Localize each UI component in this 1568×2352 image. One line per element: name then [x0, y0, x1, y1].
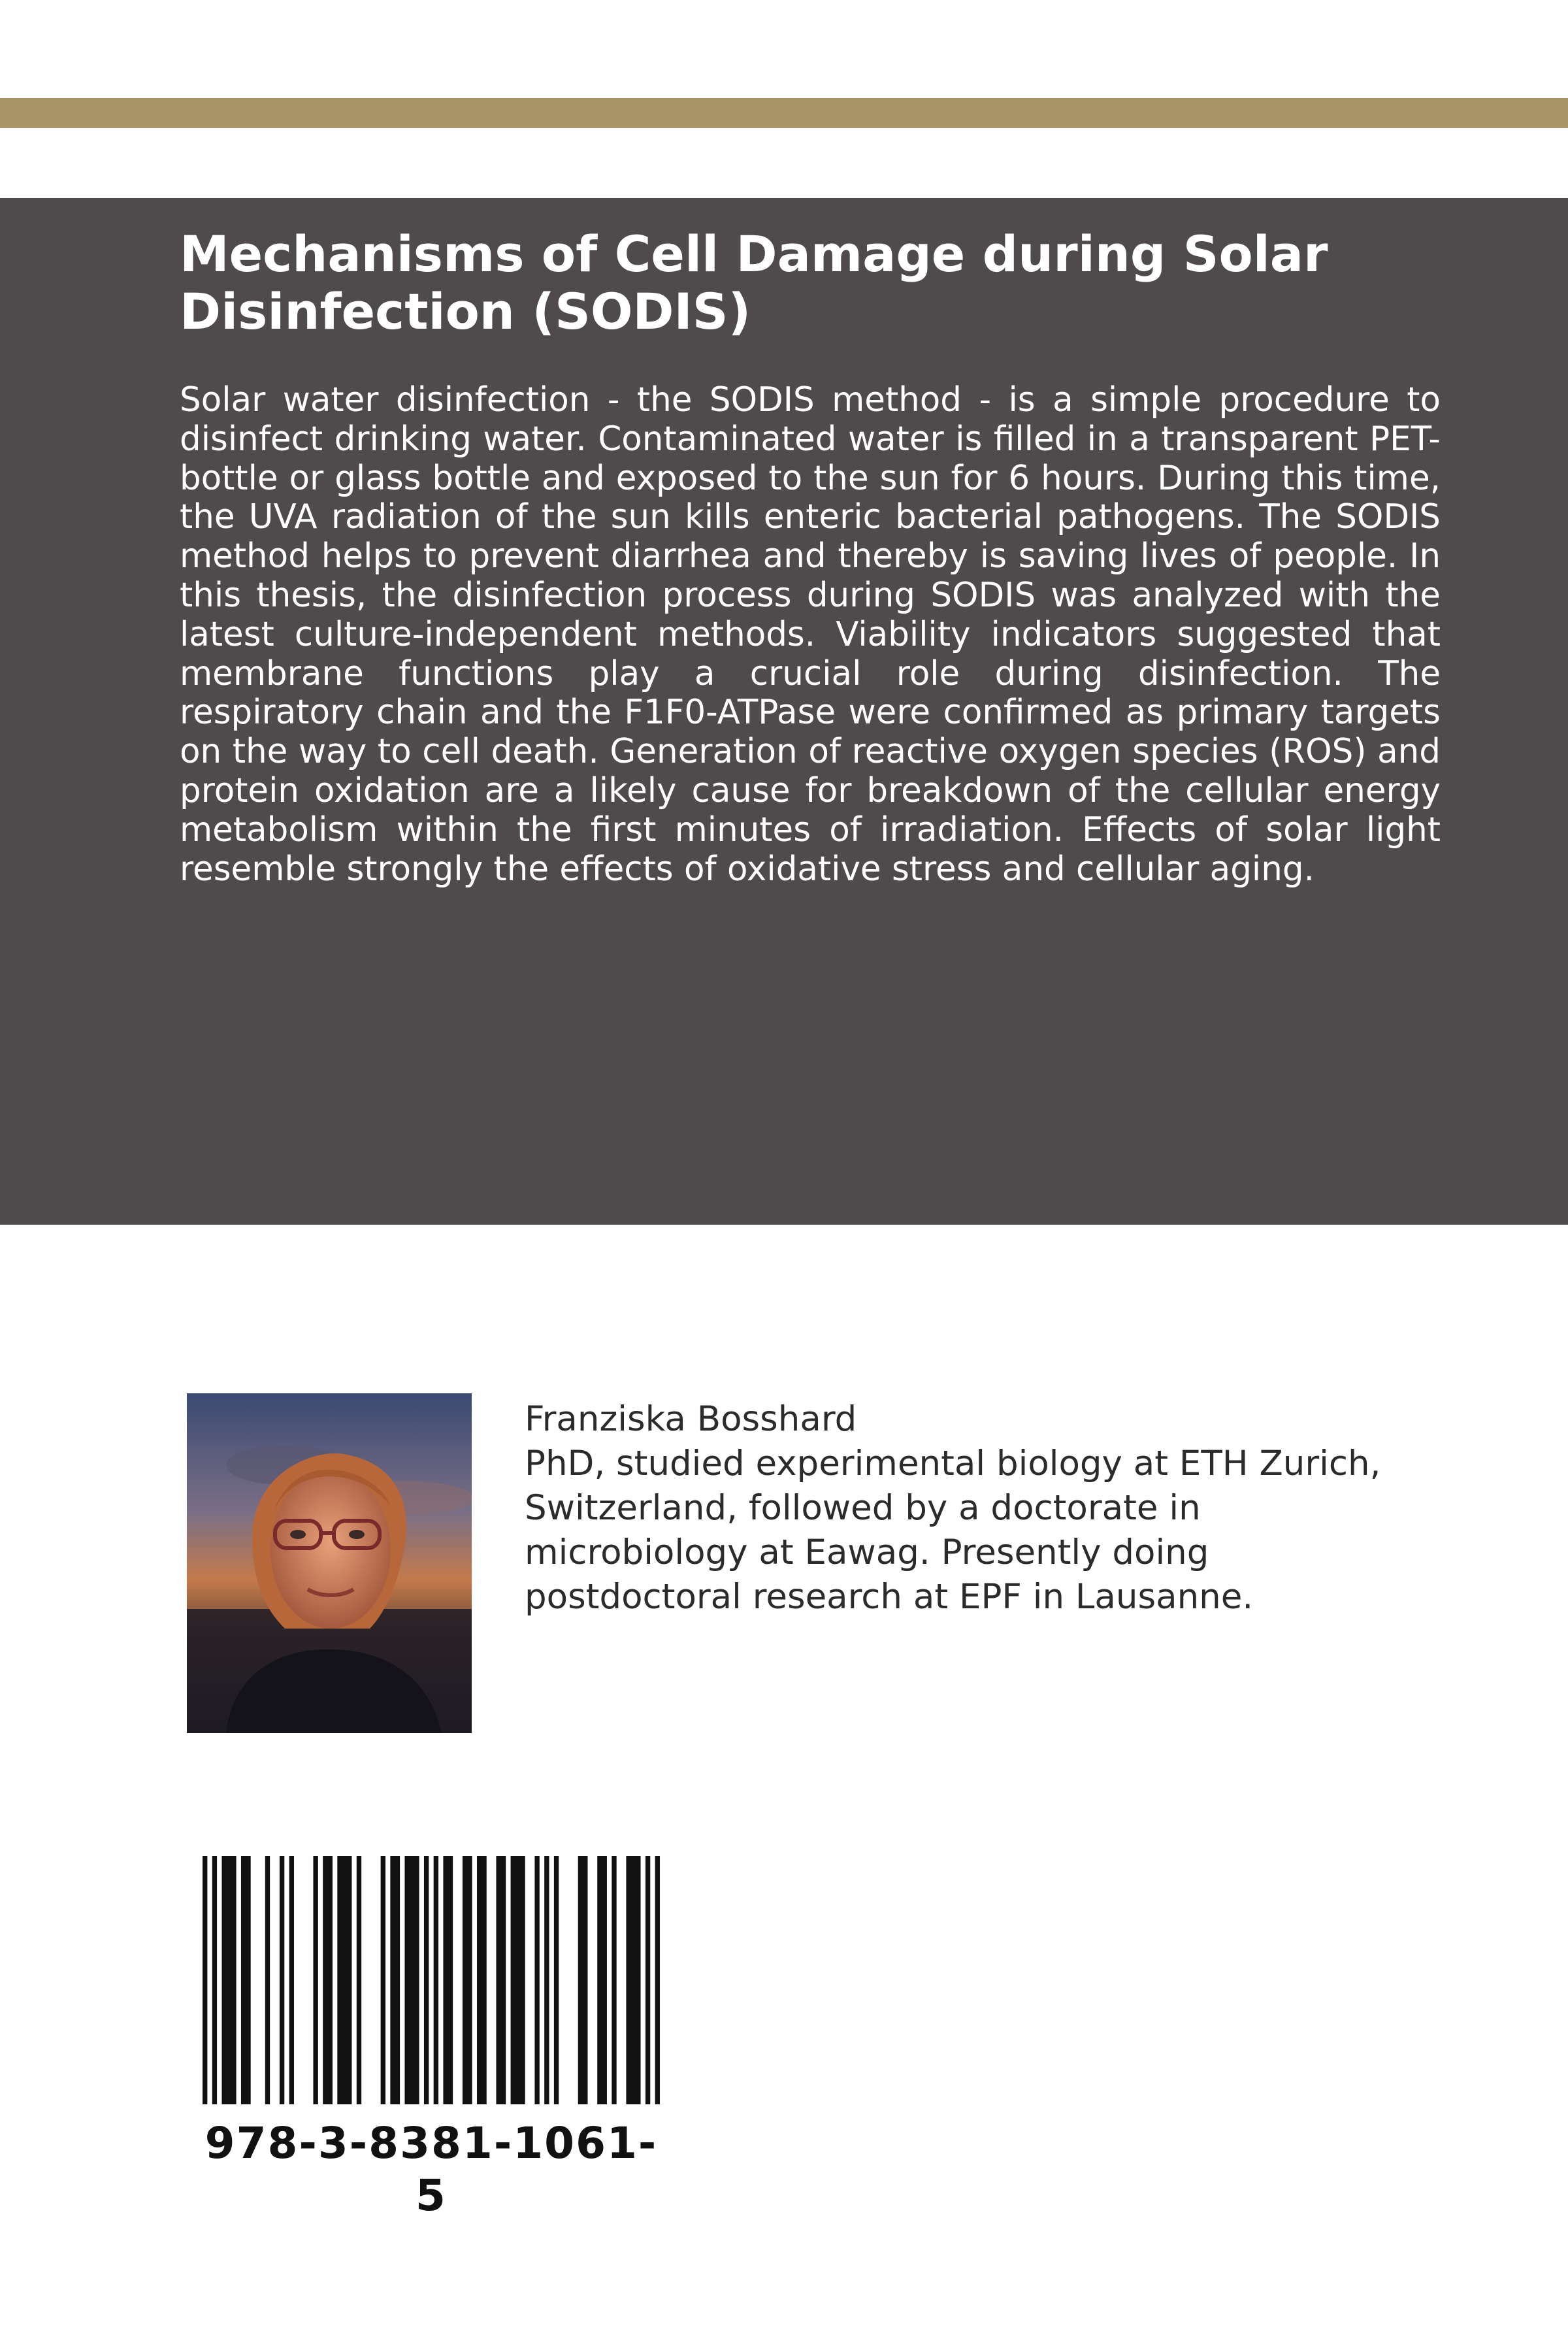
barcode-bars [203, 1856, 660, 2104]
author-bio: PhD, studied experimental biology at ETH Zurich, Switzerland, followed by a doctorate in microbiology at Eawag. Presently doing postdoctoral research at EPF in Lausanne. [525, 1444, 1381, 1617]
barcode-bar [337, 1856, 351, 2104]
gold-band [0, 98, 1568, 128]
barcode-bar [357, 1856, 361, 2104]
barcode-bar [626, 1856, 640, 2104]
barcode-bar [212, 1856, 217, 2104]
barcode-bar [381, 1856, 385, 2104]
barcode-bar [496, 1856, 506, 2104]
barcode-bar [534, 1856, 539, 2104]
barcode-bar [612, 1856, 616, 2104]
barcode-bar [511, 1856, 525, 2104]
barcode-bar [203, 1856, 207, 2104]
barcode-bar [443, 1856, 453, 2104]
barcode-bar [280, 1856, 284, 2104]
barcode-bar [265, 1856, 270, 2104]
barcode-bar [477, 1856, 487, 2104]
barcode-bar [554, 1856, 559, 2104]
barcode-bar [241, 1856, 251, 2104]
barcode-bar [390, 1856, 400, 2104]
barcode-bar [544, 1856, 549, 2104]
barcode-bar [404, 1856, 419, 2104]
barcode-bar [289, 1856, 294, 2104]
barcode-bar [424, 1856, 429, 2104]
author-name: Franziska Bosshard [525, 1399, 857, 1439]
isbn-number: 978-3-8381-1061-5 [204, 2118, 658, 2221]
barcode-bar [221, 1856, 236, 2104]
author-photo [187, 1393, 472, 1733]
barcode-bar [313, 1856, 318, 2104]
barcode-bar [645, 1856, 650, 2104]
isbn-barcode [203, 1856, 660, 2104]
book-description: Solar water disinfection - the SODIS method - is a simple procedure to disinfect drinking water. Contaminated water is filled in a transparent PET-bottle or glass bottle and exposed to the sun for 6 hours. During this time, the UVA radiation of the sun kills enteric bacterial pathogens. The SODIS method helps to prevent diarrhea and thereby is saving lives of people. In this thesis, the disinfection process during SODIS was analyzed with the latest culture-independent methods. Viability indicators suggested that membrane functions play a crucial role during disinfection. The respiratory chain and the F1F0-ATPase were confirmed as primary targets on the way to cell death. Generation of reactive oxygen species (ROS) and protein oxidation are a likely cause for breakdown of the cellular energy metabolism within the first minutes of irradiation. Effects of solar light resemble strongly the effects of oxidative stress and cellular aging. [180, 380, 1441, 889]
barcode-bar [463, 1856, 472, 2104]
barcode-bar [597, 1856, 607, 2104]
barcode-bar [323, 1856, 333, 2104]
barcode-bar [434, 1856, 438, 2104]
barcode-bar [578, 1856, 588, 2104]
barcode-bar [655, 1856, 660, 2104]
book-title: Mechanisms of Cell Damage during Solar Disinfection (SODIS) [180, 225, 1328, 340]
